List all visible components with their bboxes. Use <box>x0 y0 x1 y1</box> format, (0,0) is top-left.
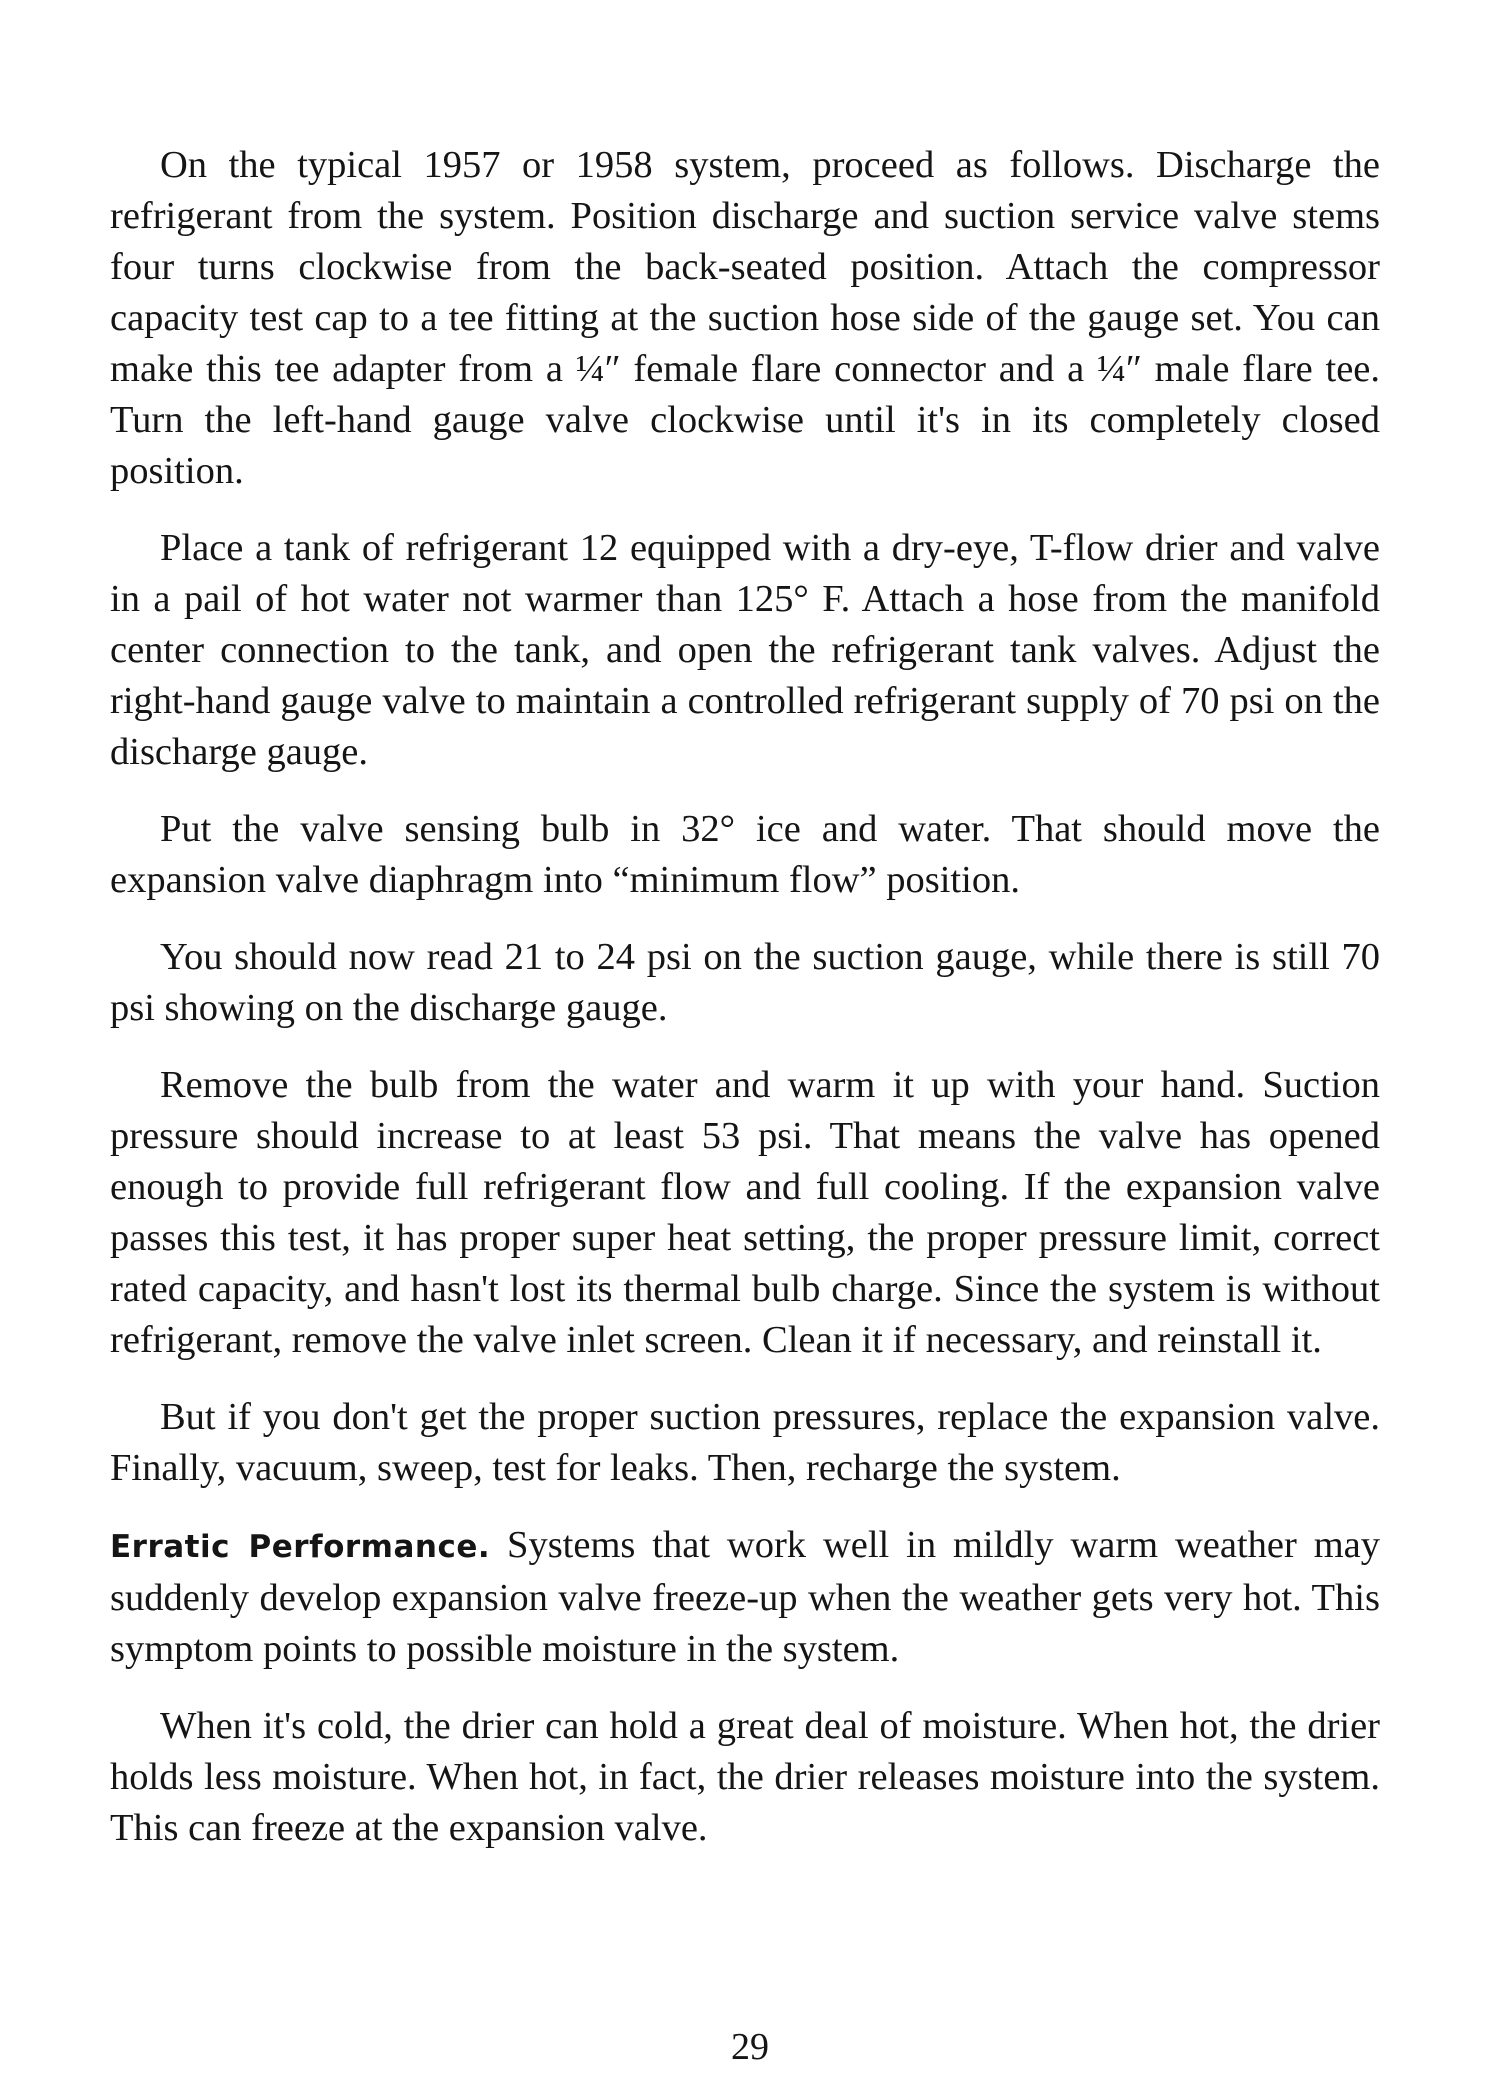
paragraph-warm-bulb: Remove the bulb from the water and warm it up with your hand. Suction pressure should increase to at least 53 psi. That means the valve has opened enough to provide full refrigerant flow and full cooling. If the expansion valve passes this test, it has proper super heat setting, the proper pressure limit, correct rated capacity, and hasn't lost its thermal bulb charge. Since the system is without refrigerant, remove the valve inlet screen. Clean it if necessary, and reinstall it. <box>110 1064 1380 1361</box>
paragraph-suction-reading: You should now read 21 to 24 psi on the suction gauge, while there is still 70 psi showing on the discharge gauge. <box>110 936 1380 1029</box>
page-number: 29 <box>731 2026 769 2068</box>
section-heading-erratic-performance: Erratic Performance. <box>110 1529 491 1565</box>
erratic-performance-body: Systems that work well in mildly warm weather may suddenly develop expansion valve freeze-up when the weather gets very hot. This symptom points to possible moisture in the system. <box>110 1524 1381 1670</box>
paragraph-drier-moisture: When it's cold, the drier can hold a great deal of moisture. When hot, the drier holds less moisture. When hot, in fact, the drier releases moisture into the system. This can freeze at the expansion valve. <box>110 1705 1380 1849</box>
paragraph-erratic-performance <box>110 1520 1380 1675</box>
paragraph-refrigerant-tank: Place a tank of refrigerant 12 equipped with a dry-eye, T-flow drier and valve in a pail of hot water not warmer than 125° F. Attach a hose from the manifold center connection to the tank, and open the refrigerant tank valves. Adjust the right-hand gauge valve to maintain a controlled refrigerant supply of 70 psi on the discharge gauge. <box>110 527 1380 773</box>
paragraph-replace-valve: But if you don't get the proper suction pressures, replace the expansion valve. Finally, vacuum, sweep, test for leaks. Then, recharge the system. <box>110 1396 1380 1489</box>
paragraph-sensing-bulb: Put the valve sensing bulb in 32° ice and water. That should move the expansion valve diaphragm into “minimum flow” position. <box>110 808 1380 901</box>
paragraph-procedure: On the typical 1957 or 1958 system, proceed as follows. Discharge the refrigerant from the system. Position discharge and suction service valve stems four turns clockwise from the back-seated position. Attach the compressor capacity test cap to a tee fitting at the suction hose side of the gauge set. You can make this tee adapter from a ¼″ female flare connector and a ¼″ male flare tee. Turn the left-hand gauge valve clockwise until it's in its completely closed position. <box>110 144 1380 492</box>
page-body <box>110 140 1380 1880</box>
